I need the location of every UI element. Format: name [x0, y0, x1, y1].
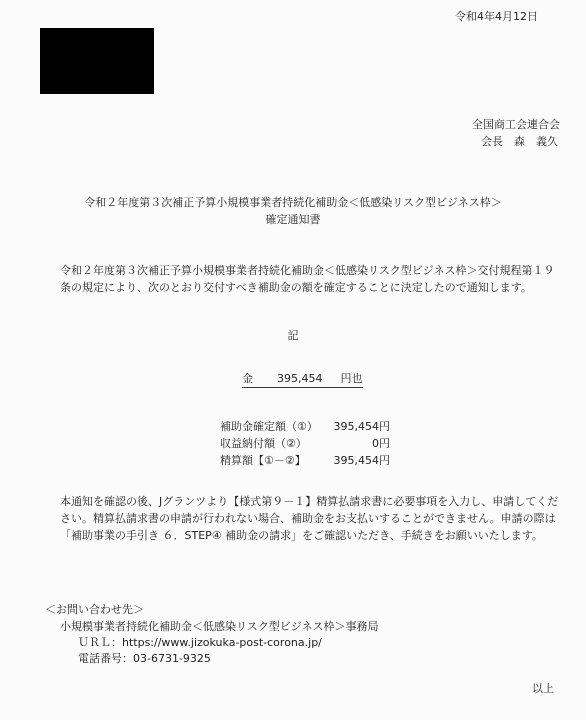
breakdown-value: 395,454円: [333, 420, 390, 433]
breakdown-row: [220, 435, 390, 452]
sender-name: 会長 森 義久: [481, 135, 558, 148]
breakdown-label: 補助金確定額（①）: [220, 420, 318, 433]
instruction-paragraph: 本通知を確認の後、Jグランツより【様式第９－１】精算払請求書に必要事項を入力し、申請してください。精算払請求書の申請が行われない場合、補助金をお支払いすることができません。申請の際は「補助事業の手引き ６．STEP④ 補助金の請求」をご確認いただき、手続きをお願いいたします。: [60, 495, 559, 542]
contact-heading: ＜お問い合わせ先＞: [45, 603, 144, 616]
sender-organization: 全国商工会連合会: [472, 118, 560, 131]
breakdown-value: 0円: [372, 437, 390, 450]
redacted-recipient-block: [40, 28, 154, 94]
contact-phone: 電話番号：03-6731-9325: [78, 652, 211, 665]
document-title-line2: 確定通知書: [265, 213, 321, 226]
ki-heading: 記: [287, 329, 299, 342]
amount-prefix: 金: [242, 372, 253, 385]
amount-breakdown: [220, 418, 390, 469]
breakdown-label: 収益納付額（②）: [220, 437, 307, 450]
closing-mark: 以上: [532, 682, 554, 695]
contact-office: 小規模事業者持続化補助金＜低感染リスク型ビジネス枠＞事務局: [60, 620, 379, 633]
issue-date: 令和4年4月12日: [455, 10, 538, 23]
confirmed-amount: [242, 372, 363, 388]
breakdown-label: 精算額【①－②】: [220, 454, 306, 467]
amount-value: 395,454: [277, 372, 323, 385]
contact-url: ＵＲＬ：https://www.jizokuka-post-corona.jp/: [78, 636, 322, 649]
breakdown-row: [220, 418, 390, 435]
document-title-line1: 令和２年度第３次補正予算小規模事業者持続化補助金＜低感染リスク型ビジネス枠＞: [84, 196, 502, 209]
breakdown-row: [220, 452, 390, 469]
notice-paragraph: 令和２年度第３次補正予算小規模事業者持続化補助金＜低感染リスク型ビジネス枠＞交付規程第１９条の規定により、次のとおり交付すべき補助金の額を確定することに決定したので通知します。: [60, 264, 555, 294]
breakdown-value: 395,454円: [333, 454, 390, 467]
amount-suffix: 円也: [340, 372, 363, 385]
